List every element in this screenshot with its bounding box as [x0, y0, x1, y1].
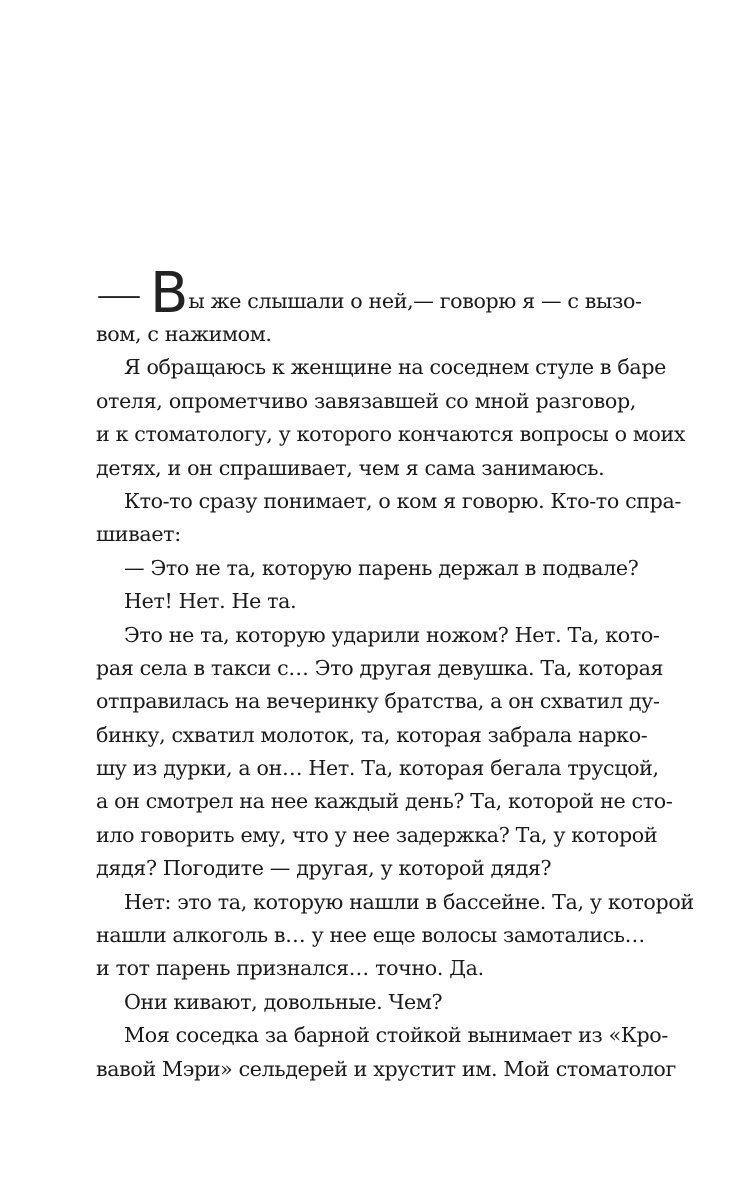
opening-line-text: ы же слышали о ней,— говорю я — с вызо-	[188, 289, 642, 313]
text-line: Моя соседка за барной стойкой вынимает из «Кро-	[124, 1023, 668, 1048]
text-line: — Это не та, которую парень держал в подвале?	[124, 555, 639, 580]
text-line: Нет: это та, которую нашли в бассейне. Та, у которой	[124, 889, 694, 914]
opening-dash: —	[96, 267, 142, 321]
text-lines	[96, 318, 694, 1086]
text-line: нашли алкоголь в… у нее еще волосы замотались…	[96, 923, 645, 948]
text-line: отеля, опрометчиво завязавшей со мной разговор,	[96, 388, 636, 413]
text-line: Я обращаюсь к женщине на соседнем стуле в баре	[124, 355, 666, 380]
text-line: рая села в такси с… Это другая девушка. Та, которая	[96, 655, 664, 680]
text-line: вом, с нажимом.	[96, 322, 272, 346]
text-line: шивает:	[96, 522, 181, 547]
text-line: детях, и он спрашивает, чем я сама занимаюсь.	[96, 455, 605, 480]
text-line: бинку, схватил молоток, та, которая забрала нарко-	[96, 722, 648, 747]
text-line: отправилась на вечеринку братства, а он схватил ду-	[96, 689, 660, 714]
text-line: Кто-то сразу понимает, о ком я говорю. Кто-то спра-	[124, 488, 682, 513]
text-line: дядя? Погодите — другая, у которой дядя?	[96, 856, 552, 881]
text-line: шу из дурки, а он… Нет. Та, которая бегала трусцой,	[96, 756, 659, 781]
drop-cap: В	[150, 261, 189, 326]
page-body	[96, 261, 694, 1086]
text-line: Они кивают, довольные. Чем?	[124, 989, 443, 1014]
text-line: вавой Мэри» сельдерей и хрустит им. Мой стоматолог	[96, 1056, 676, 1081]
text-line: и тот парень признался… точно. Да.	[96, 956, 484, 981]
text-line: и к стоматологу, у которого кончаются вопросы о моих	[96, 422, 686, 447]
text-line: ило говорить ему, что у нее задержка? Та, у которой	[96, 822, 658, 847]
text-line: Нет! Нет. Не та.	[124, 589, 297, 614]
text-line: Это не та, которую ударили ножом? Нет. Та, кото-	[124, 622, 660, 647]
opening-line	[96, 261, 642, 326]
text-line: а он смотрел на нее каждый день? Та, которой не сто-	[96, 789, 673, 814]
